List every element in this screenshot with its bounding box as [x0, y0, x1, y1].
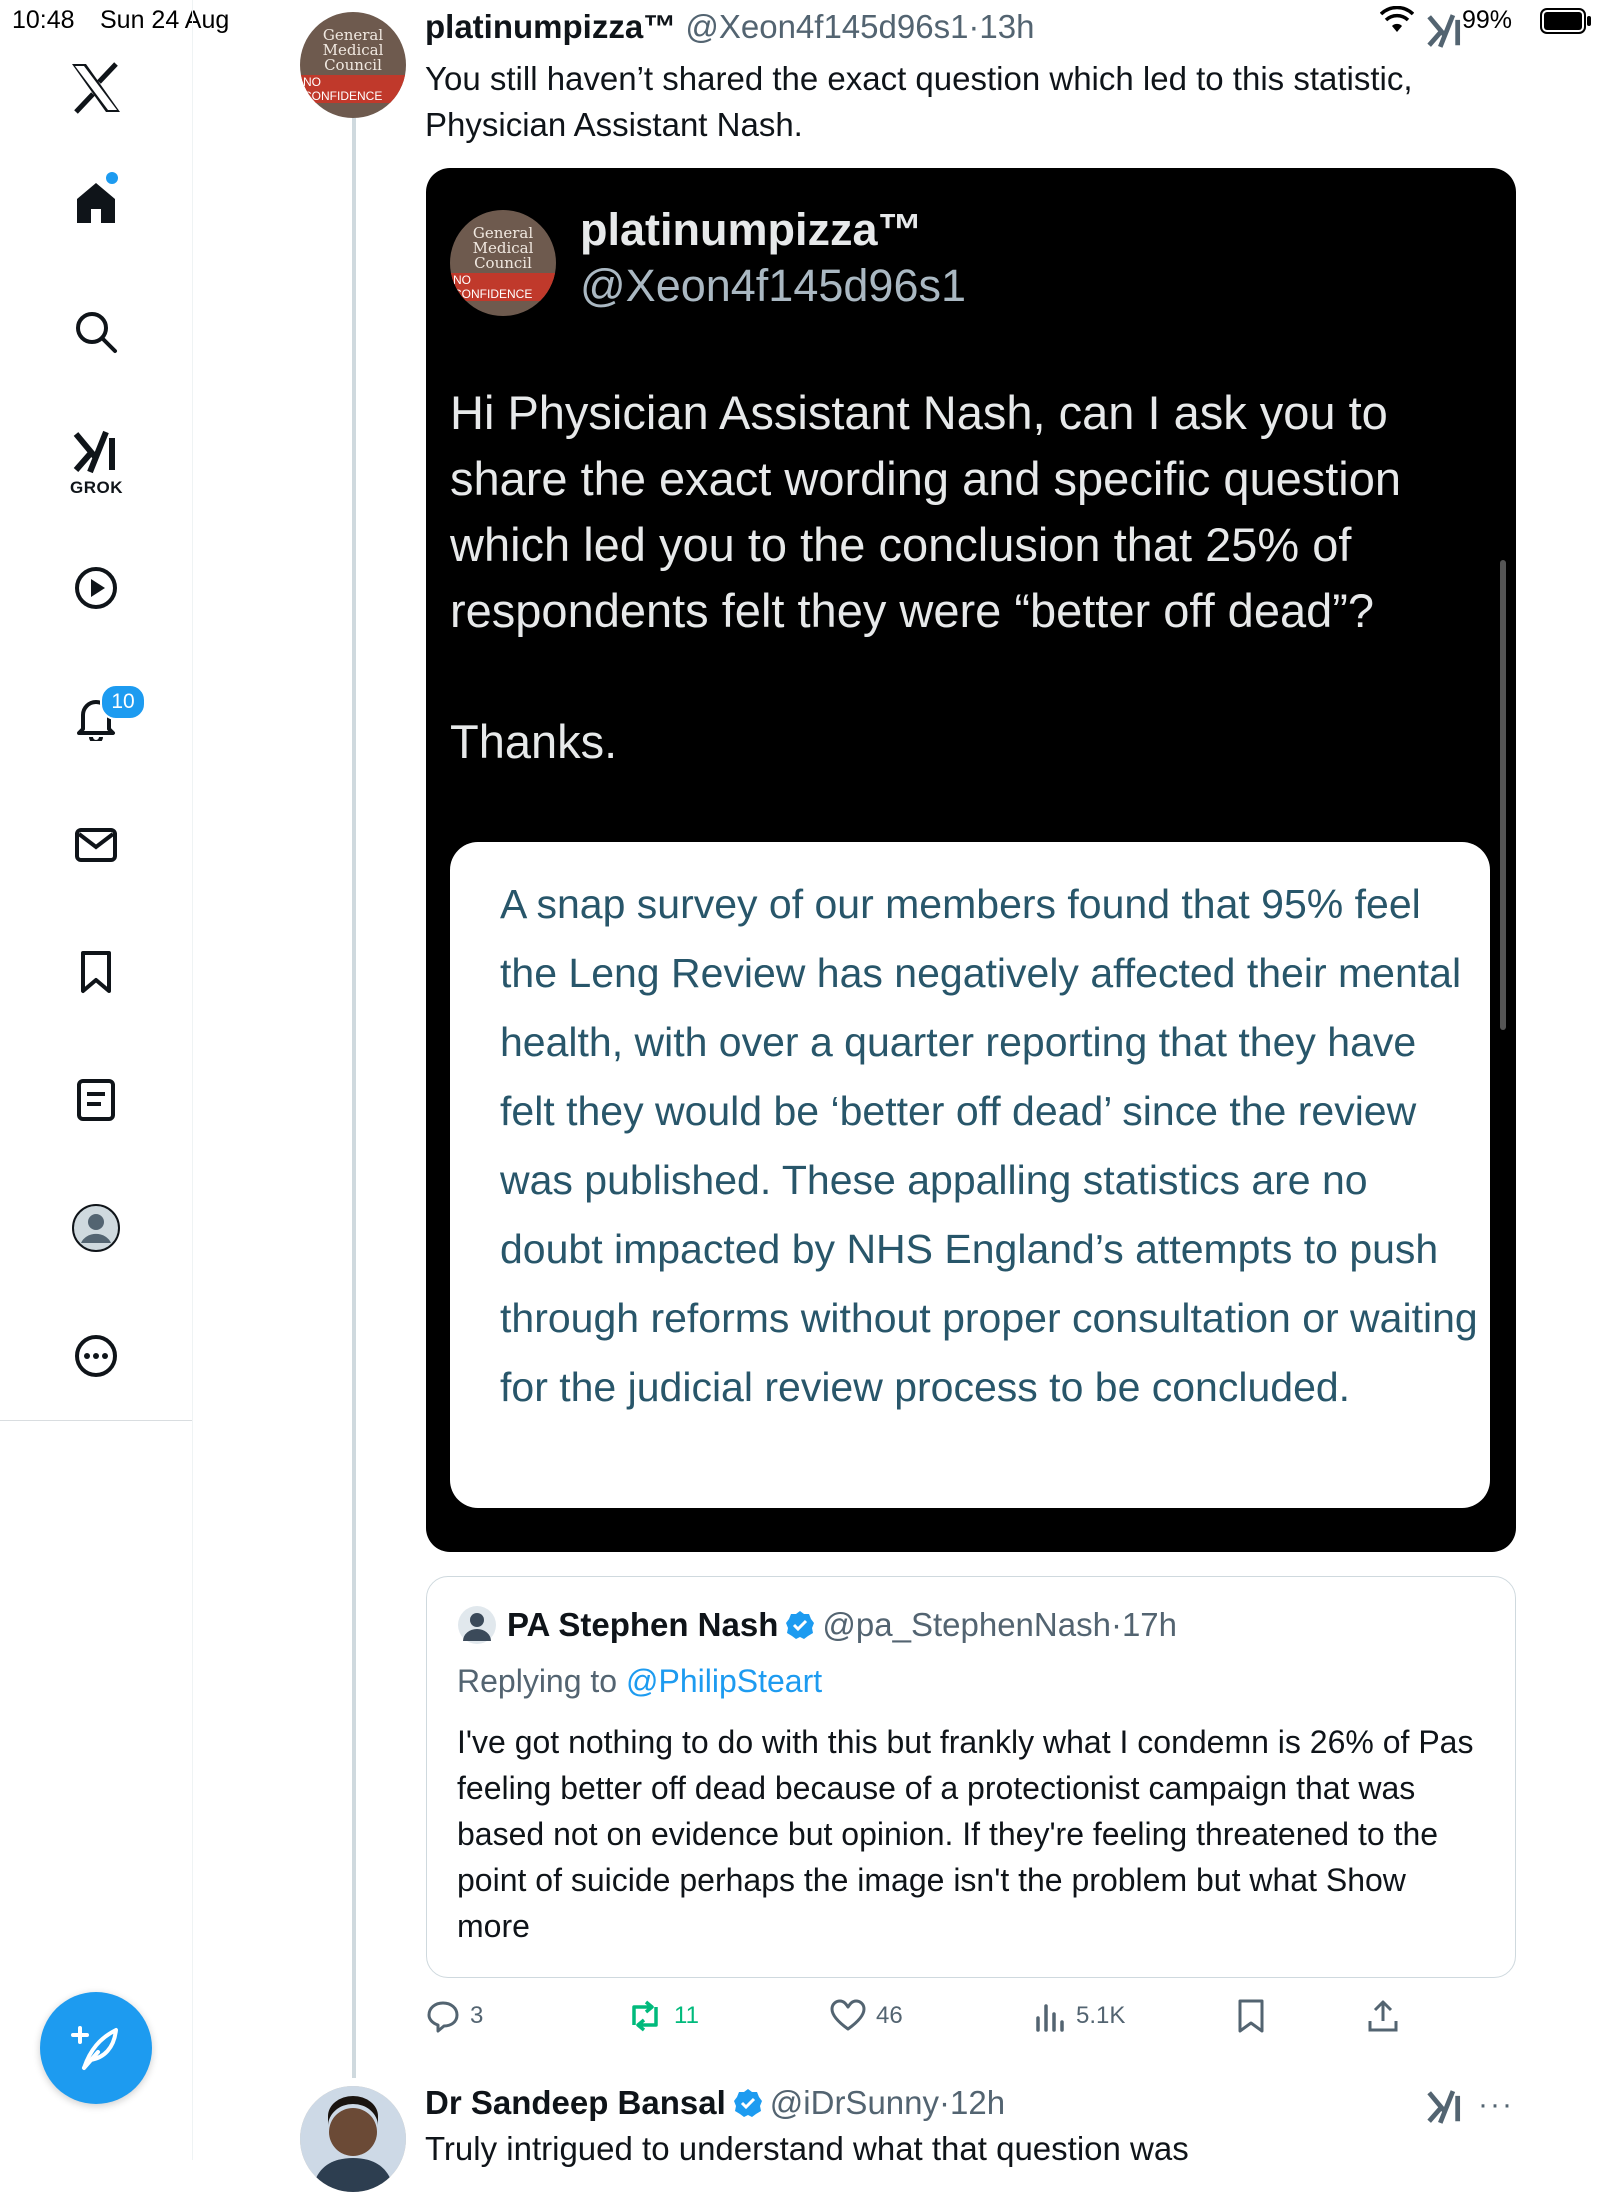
tweet-text: You still haven’t shared the exact question which led to this statistic, Physician Assistant Nash.: [425, 60, 1413, 143]
sidebar: [0, 0, 193, 2160]
quoted-author-handle: @pa_StephenNash: [822, 1606, 1111, 1643]
search-icon[interactable]: [66, 302, 126, 362]
quoted-author-name: PA Stephen Nash: [507, 1606, 779, 1643]
media-author-handle: @Xeon4f145d96s1: [580, 260, 966, 311]
grok-icon[interactable]: [1426, 2088, 1464, 2126]
avatar[interactable]: [300, 12, 406, 118]
reply-button[interactable]: [426, 1996, 483, 2036]
media-author-name: platinumpizza™: [580, 204, 923, 255]
repost-icon: [626, 1999, 664, 2033]
tweet-time[interactable]: 12h: [950, 2084, 1006, 2121]
status-indicators: [1380, 6, 1620, 36]
notification-badge: 10: [100, 684, 146, 720]
envelope-icon[interactable]: [66, 815, 126, 875]
profile-icon[interactable]: [66, 1198, 126, 1258]
status-date: Sun 24 Aug: [100, 6, 230, 34]
media-quote-box: [450, 842, 1490, 1508]
dot-separator: ·: [968, 8, 980, 45]
grok-label: GROK: [70, 478, 123, 497]
grok-icon[interactable]: [66, 422, 126, 482]
tweet-text: Truly intrigued to understand what that question was: [425, 2130, 1189, 2167]
quoted-tweet-header: [457, 1605, 1177, 1645]
video-play-icon[interactable]: [66, 558, 126, 618]
avatar-text: General: [322, 25, 384, 44]
verified-badge-icon: [732, 2087, 764, 2119]
dot-separator: ·: [1110, 1606, 1122, 1643]
tweet-header: [425, 8, 1034, 46]
replying-to: [457, 1663, 822, 1700]
media-quote-text: A snap survey of our members found that 95% feel the Leng Review has negatively affected their mental health, with over a quarter reporting that they have felt they would be ‘better off dead’ since the review was published. These appalling statistics are no doubt impacted by NHS England’s attempts to push through reforms without proper consultation or waiting for the judicial review process to be concluded.: [500, 881, 1478, 1410]
avatar-text: Medical: [472, 238, 534, 257]
show-more-link[interactable]: Show more: [457, 1862, 1406, 1944]
replying-prefix: Replying to: [457, 1663, 618, 1699]
replying-mention-link[interactable]: @PhilipSteart: [625, 1663, 823, 1699]
bookmark-icon[interactable]: [66, 942, 126, 1002]
avatar-tag: NO CONFIDENCE: [300, 75, 406, 103]
media-tweet-text: Hi Physician Assistant Nash, can I ask you to share the exact wording and specific question which led you to the conclusion that 25% of respondents felt they were “better off dead”?: [450, 386, 1402, 637]
thread-connector: [352, 118, 356, 2078]
author-handle[interactable]: @Xeon4f145d96s1: [685, 8, 969, 45]
quoted-tweet-time: 17h: [1121, 1606, 1177, 1643]
heart-icon: [830, 1999, 866, 2033]
quoted-tweet[interactable]: [426, 1576, 1516, 1978]
repost-count: 11: [674, 2002, 699, 2029]
avatar-text: General: [472, 223, 534, 242]
reply-count: 3: [470, 2002, 484, 2029]
bookmark-button[interactable]: [1236, 1996, 1266, 2036]
media-scrollbar: [1500, 560, 1506, 1030]
battery-percent: 99%: [1462, 6, 1513, 34]
feather-plus-icon: [68, 2020, 124, 2076]
more-options-icon[interactable]: ···: [1478, 2088, 1514, 2121]
sidebar-divider: [0, 1420, 192, 1421]
reply-bubble-icon: [426, 1999, 460, 2033]
compose-button[interactable]: [40, 1992, 152, 2104]
person-photo-icon: [300, 2086, 406, 2192]
repost-button[interactable]: [626, 1996, 699, 2036]
status-time: 10:48: [12, 6, 75, 34]
quoted-tweet-body: I've got nothing to do with this but frankly what I condemn is 26% of Pas feeling better off dead because of a protectionist campaign that was based not on evidence but opinion. If they're feeling threatened to the point of suicide perhaps the image isn't the problem but what: [457, 1724, 1474, 1898]
avatar-text: Medical: [322, 40, 384, 59]
quoted-tweet-text: [457, 1719, 1487, 1949]
tweet-header: [425, 2084, 1005, 2122]
avatar-tag: NO CONFIDENCE: [450, 273, 556, 301]
share-button[interactable]: [1366, 1996, 1400, 2036]
views-bar-chart-icon: [1034, 2000, 1066, 2032]
media-avatar: [450, 210, 556, 316]
x-logo-icon[interactable]: [66, 58, 126, 118]
views-button[interactable]: [1034, 1996, 1125, 2036]
author-name[interactable]: Dr Sandeep Bansal: [425, 2084, 726, 2121]
list-icon[interactable]: [66, 1070, 126, 1130]
wifi-icon: [1380, 6, 1414, 34]
home-unread-dot: [106, 172, 118, 184]
more-circle-icon[interactable]: [66, 1326, 126, 1386]
media-tweet-thanks: Thanks.: [450, 715, 618, 768]
avatar-text: Council: [474, 253, 532, 272]
verified-badge-icon: [784, 1609, 816, 1641]
author-name[interactable]: platinumpizza™: [425, 8, 677, 45]
view-count: 5.1K: [1076, 2002, 1126, 2029]
author-handle[interactable]: @iDrSunny: [769, 2084, 940, 2121]
grok-icon[interactable]: [1426, 12, 1464, 50]
like-button[interactable]: [830, 1996, 903, 2036]
tweet-time[interactable]: 13h: [979, 8, 1035, 45]
bookmark-icon: [1236, 1999, 1266, 2033]
tweet-media-image[interactable]: [426, 168, 1516, 1552]
avatar-text: Council: [324, 55, 382, 74]
share-upload-icon: [1366, 1999, 1400, 2033]
dot-separator: ·: [939, 2084, 951, 2121]
battery-icon: [1540, 8, 1592, 34]
avatar[interactable]: [300, 2086, 406, 2192]
like-count: 46: [876, 2002, 903, 2029]
avatar: [457, 1605, 497, 1645]
